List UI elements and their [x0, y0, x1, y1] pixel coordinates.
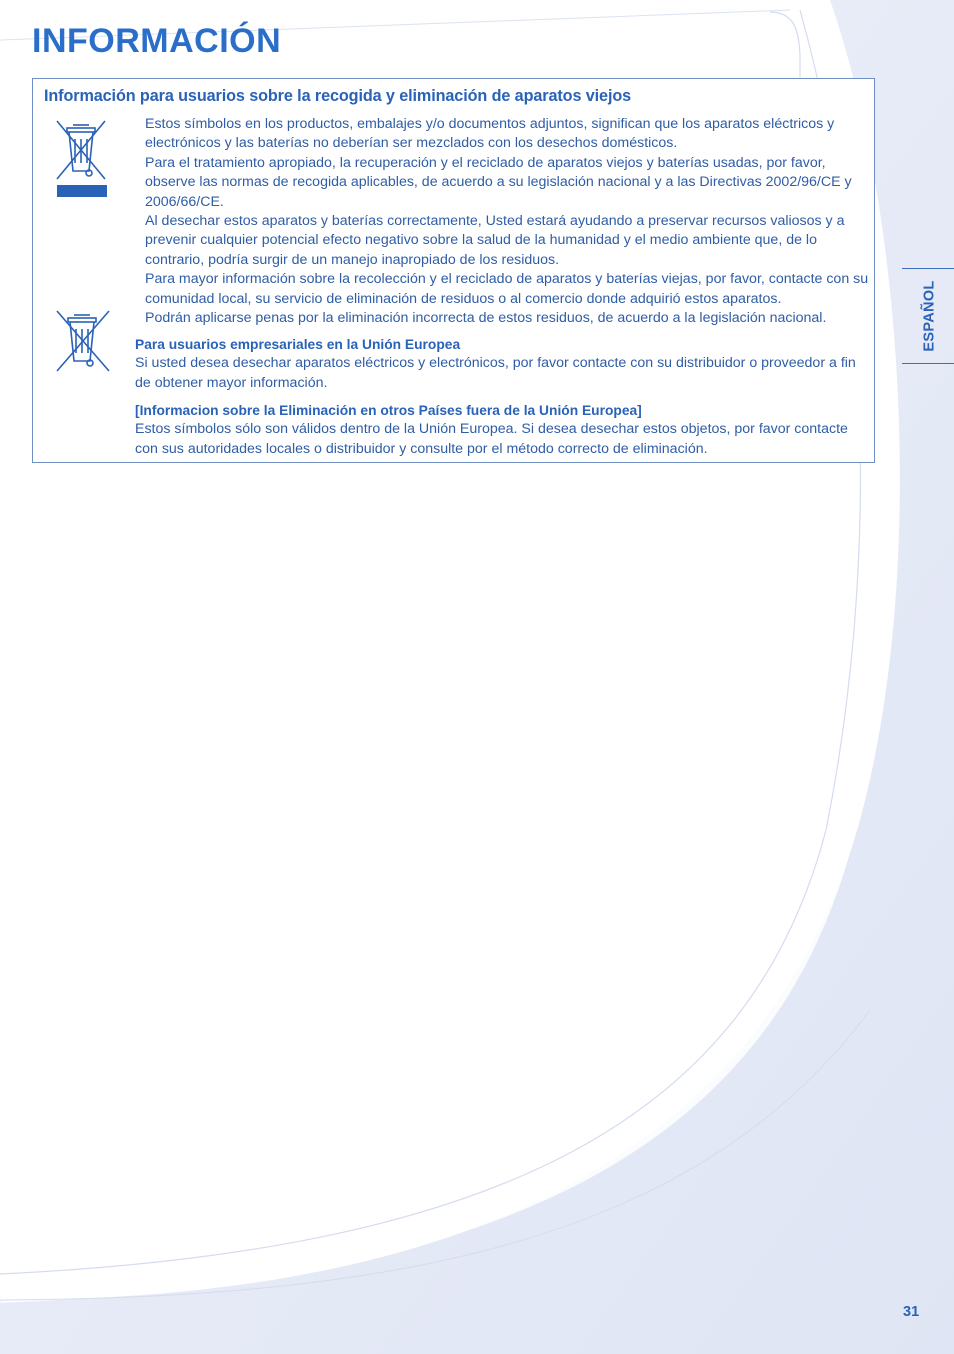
- divider: [902, 268, 954, 269]
- box-heading: Información para usuarios sobre la recogida y eliminación de aparatos viejos: [44, 87, 632, 105]
- outside-eu-section: [135, 401, 870, 459]
- section-text: Estos símbolos sólo son válidos dentro de la Unión Europea. Si desea desechar estos objetos, por favor contacte con sus autoridades locales o distribuidor y consulte por el método correcto de eliminación.: [135, 421, 848, 457]
- crossed-out-wheelie-bin-with-bar-icon: [53, 117, 111, 199]
- paragraph: Estos símbolos en los productos, embalajes y/o documentos adjuntos, significan que los aparatos eléctricos y electrónicos y las baterías no deberían ser mezclados con los desechos domésticos.: [145, 116, 835, 152]
- language-label-box: [920, 276, 940, 356]
- language-label: ESPAÑOL: [922, 280, 938, 352]
- business-users-section: [135, 335, 870, 393]
- section-title: Para usuarios empresariales en la Unión Europea: [135, 337, 461, 352]
- main-text: [145, 115, 873, 328]
- crossed-out-wheelie-bin-icon: [53, 309, 113, 375]
- language-tab: [902, 268, 954, 364]
- divider: [902, 363, 954, 364]
- paragraph: Para mayor información sobre la recolección y el reciclado de aparatos y baterías viejas, por favor, contacte con su comunidad local, su servicio de eliminación de residuos o al comercio donde adquirió estos aparatos.: [145, 271, 869, 307]
- paragraph: Podrán aplicarse penas por la eliminación incorrecta de estos residuos, de acuerdo a la legislación nacional.: [145, 310, 827, 327]
- info-box: [32, 78, 875, 463]
- paragraph: Para el tratamiento apropiado, la recuperación y el reciclado de aparatos viejos y baterías usadas, por favor, observe las normas de recogida aplicables, de acuerdo a su legislación nacional y a las Directivas 2002/96/CE y 2006/66/CE.: [145, 154, 852, 210]
- section-text: Si usted desea desechar aparatos eléctricos y electrónicos, por favor contacte con su distribuidor o proveedor a fin de obtener mayor información.: [135, 355, 856, 391]
- page-title: INFORMACIÓN: [32, 22, 282, 60]
- paragraph: Al desechar estos aparatos y baterías correctamente, Usted estará ayudando a preservar recursos valiosos y a prevenir cualquier potencial efecto negativo sobre la salud de la humanidad y el medio ambiente que, de lo contrario, podría surgir de un manejo inapropiado de los residuos.: [145, 213, 845, 268]
- section-title: [Informacion sobre la Eliminación en otros Países fuera de la Unión Europea]: [135, 403, 642, 418]
- page-number: 31: [903, 1304, 920, 1320]
